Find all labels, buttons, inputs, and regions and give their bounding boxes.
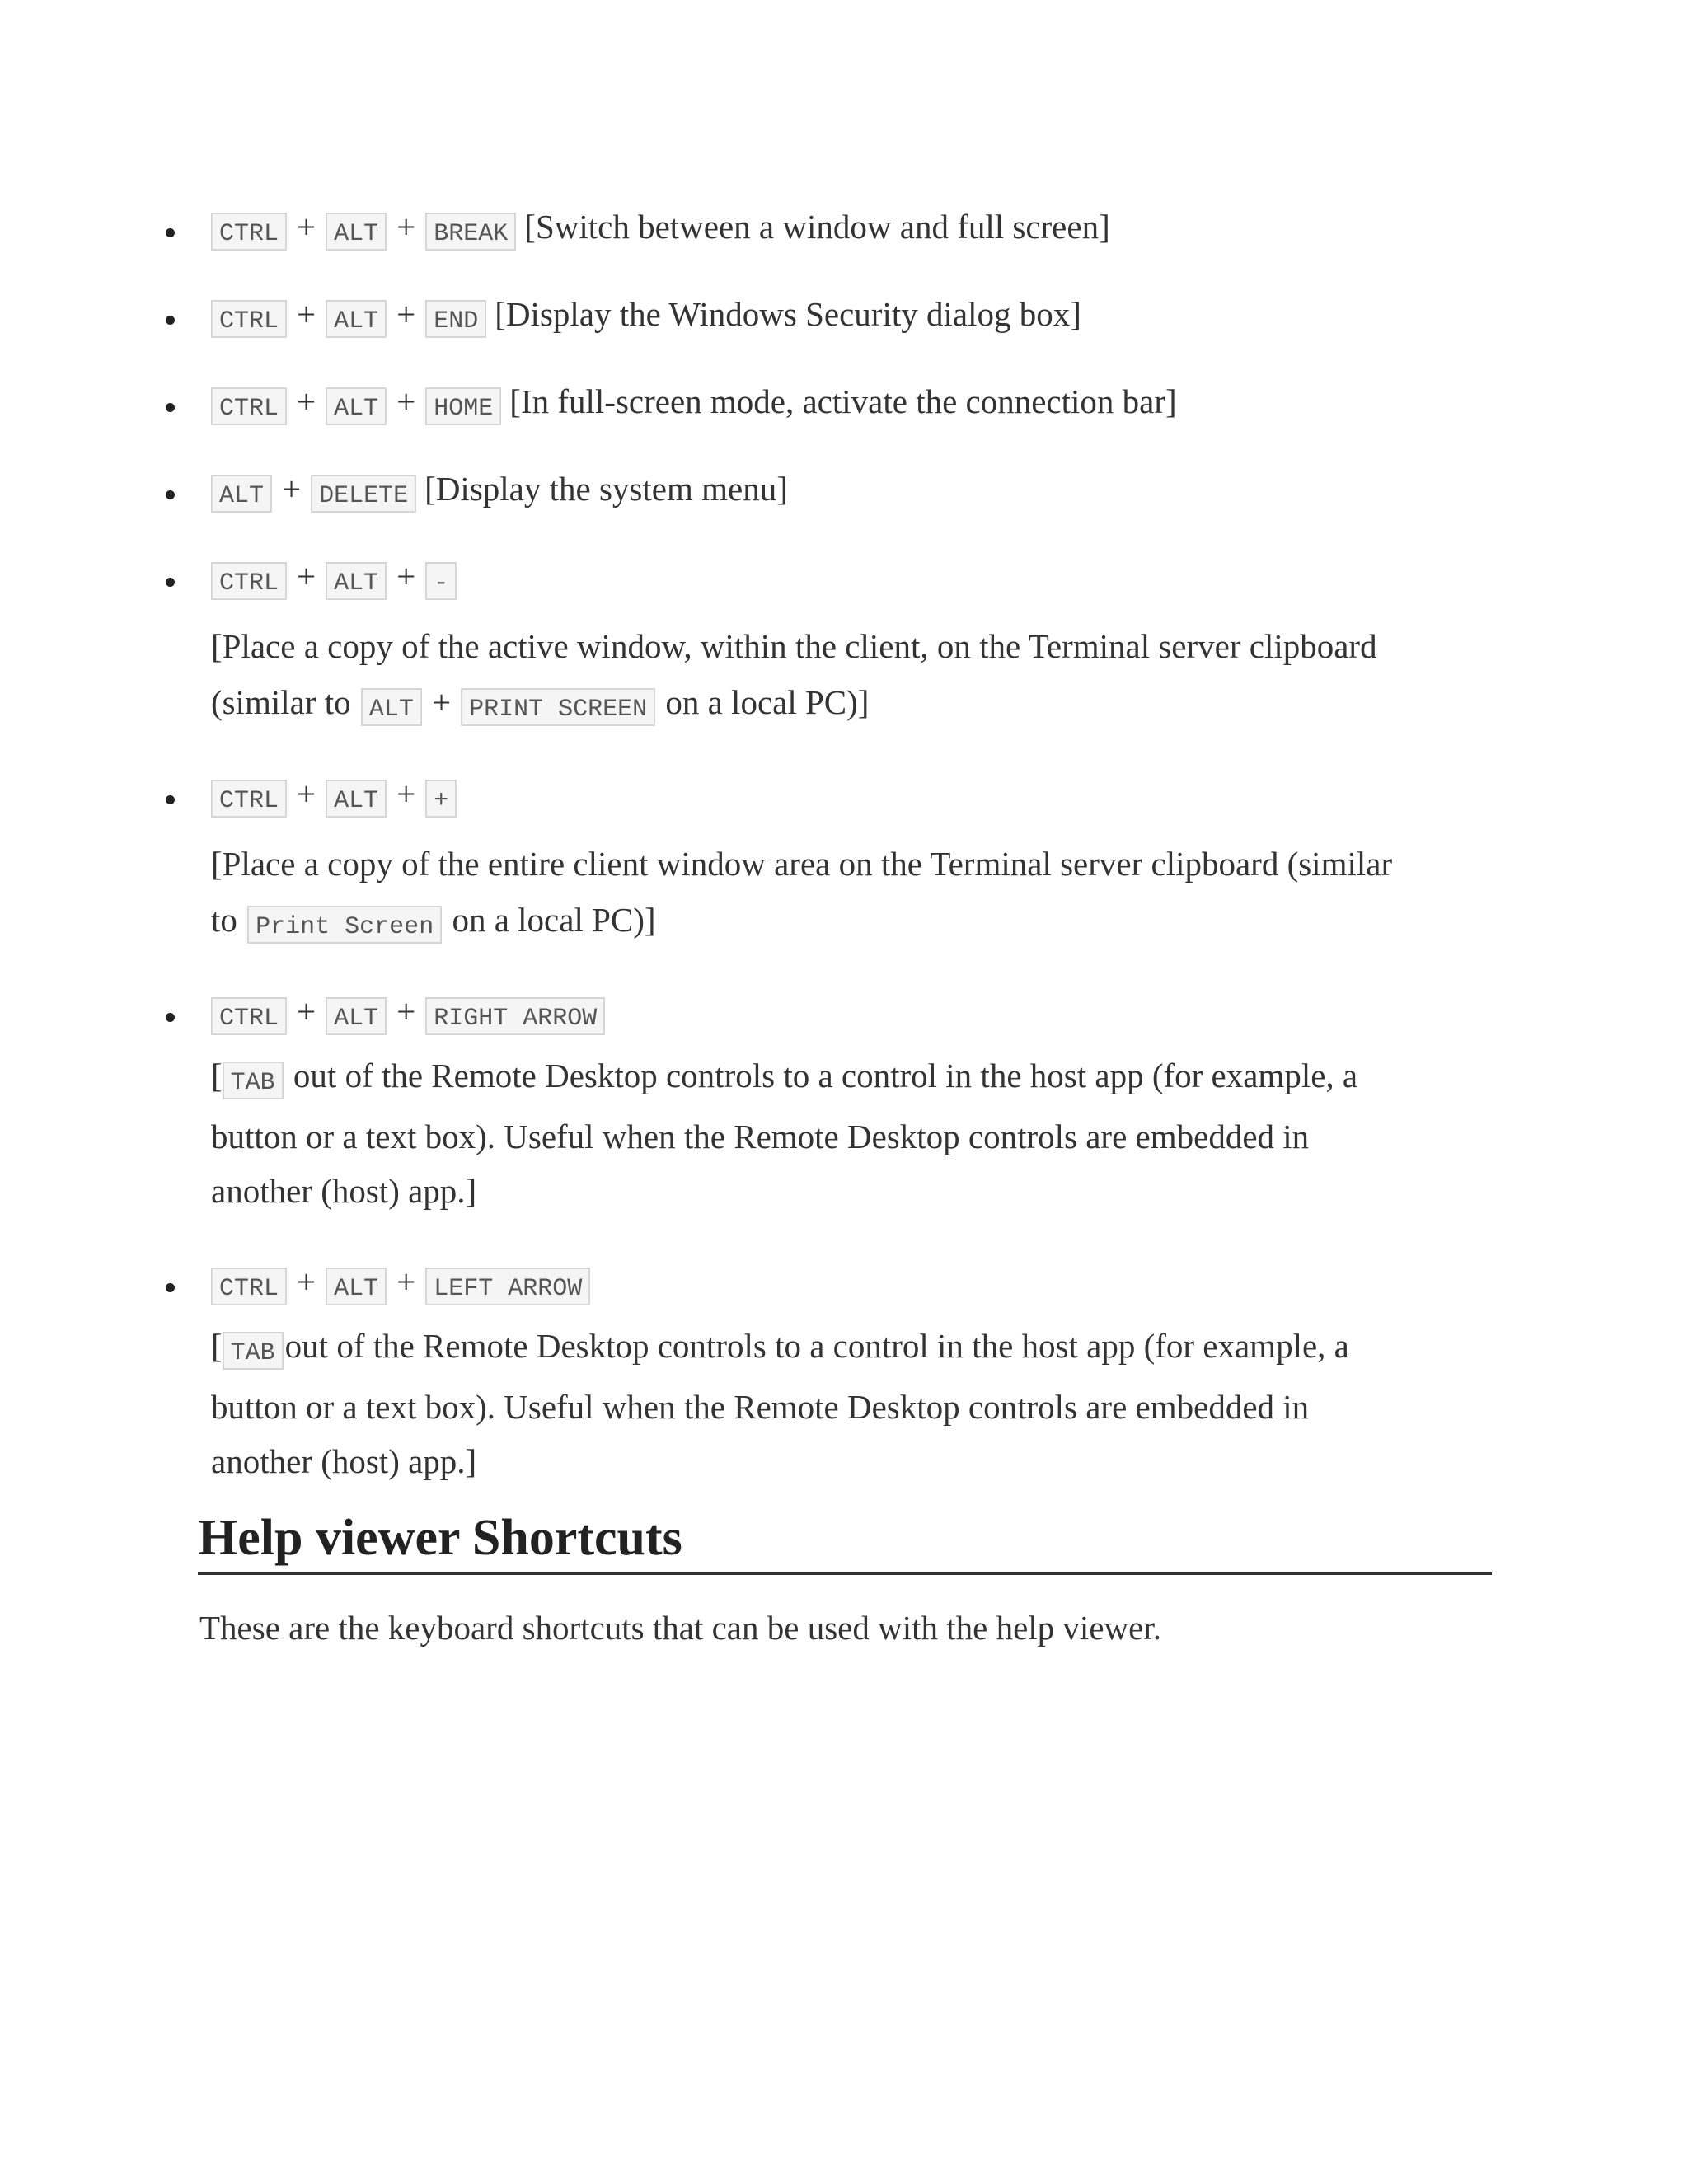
key-cap: - (425, 562, 457, 600)
key-cap: ALT (326, 562, 387, 600)
key-combination (211, 555, 1497, 600)
description-line: button or a text box). Useful when the Remote Desktop controls are embedded in (211, 1388, 1310, 1426)
description-text: to (211, 901, 237, 939)
plus-sign: + (297, 295, 316, 333)
plus-sign: + (297, 775, 316, 813)
description-text: out of the Remote Desktop controls to a control in the host app (for example, a (284, 1327, 1349, 1365)
description-line (211, 1312, 1497, 1380)
description-line (211, 892, 1497, 948)
description-line: another (host) app.] (211, 1442, 477, 1480)
description-line: [Place a copy of the entire client window area on the Terminal server clipboard (similar (211, 845, 1393, 883)
plus-sign: + (297, 1263, 316, 1301)
shortcut-description: [Display the Windows Security dialog box] (495, 295, 1081, 333)
shortcut-description (211, 1312, 1497, 1488)
key-cap: CTRL (211, 1268, 287, 1305)
shortcut-description (211, 1042, 1497, 1218)
key-combination (211, 1261, 1497, 1305)
key-cap: CTRL (211, 780, 287, 818)
description-text: out of the Remote Desktop controls to a control in the host app (for example, a (293, 1057, 1358, 1094)
list-item (211, 1261, 1497, 1488)
key-cap: HOME (425, 387, 501, 425)
key-cap: ALT (326, 997, 387, 1035)
key-cap: DELETE (311, 475, 416, 513)
description-line (211, 674, 1497, 730)
list-item (211, 381, 1497, 425)
key-cap: ALT (326, 387, 387, 425)
list-item (211, 555, 1497, 730)
description-line (211, 1042, 1497, 1109)
key-cap: ALT (326, 300, 387, 338)
plus-sign: + (297, 557, 316, 595)
description-text: on a local PC)] (665, 683, 870, 721)
key-cap: BREAK (425, 213, 516, 251)
key-cap: CTRL (211, 300, 287, 338)
key-cap: END (425, 300, 486, 338)
description-text: [ (211, 1057, 223, 1094)
list-item (211, 206, 1497, 251)
key-cap: CTRL (211, 562, 287, 600)
list-item (211, 991, 1497, 1218)
key-cap: CTRL (211, 213, 287, 251)
key-combination (211, 381, 1497, 425)
shortcut-description (211, 618, 1497, 730)
key-cap: RIGHT ARROW (425, 997, 605, 1035)
key-combination (211, 991, 1497, 1035)
key-cap: ALT (361, 688, 422, 726)
section-intro-text: These are the keyboard shortcuts that can be used with the help viewer. (199, 1609, 1161, 1647)
list-item (211, 293, 1497, 338)
key-cap: Print Screen (247, 906, 442, 944)
key-cap: TAB (223, 1062, 284, 1099)
plus-sign: + (431, 683, 452, 721)
plus-sign: + (297, 208, 316, 246)
plus-sign: + (396, 295, 416, 333)
key-cap: LEFT ARROW (425, 1268, 590, 1305)
description-line: another (host) app.] (211, 1172, 477, 1210)
plus-sign: + (297, 382, 316, 420)
description-line: [Place a copy of the active window, within the client, on the Terminal server clipboard (211, 627, 1377, 665)
key-cap: + (425, 780, 457, 818)
shortcut-description: [In full-screen mode, activate the connection bar] (509, 382, 1177, 420)
plus-sign: + (396, 775, 416, 813)
shortcut-description (211, 836, 1497, 948)
list-item (211, 773, 1497, 948)
key-cap: CTRL (211, 997, 287, 1035)
key-cap: CTRL (211, 387, 287, 425)
section-heading: Help viewer Shortcuts (198, 1505, 1492, 1575)
description-text: on a local PC)] (452, 901, 656, 939)
key-combination (211, 773, 1497, 818)
remote-desktop-shortcut-list (211, 206, 1497, 1531)
description-text: [ (211, 1327, 223, 1365)
key-cap: ALT (211, 475, 272, 513)
key-combination (211, 206, 1497, 251)
key-cap: TAB (223, 1332, 284, 1370)
shortcut-description: [Switch between a window and full screen] (524, 208, 1110, 246)
list-item (211, 468, 1497, 513)
key-cap: ALT (326, 213, 387, 251)
shortcut-description: [Display the system menu] (424, 470, 788, 508)
key-combination (211, 468, 1497, 513)
plus-sign: + (297, 992, 316, 1030)
plus-sign: + (282, 470, 302, 508)
key-combination (211, 293, 1497, 338)
description-line: button or a text box). Useful when the Remote Desktop controls are embedded in (211, 1118, 1310, 1155)
plus-sign: + (396, 992, 416, 1030)
plus-sign: + (396, 1263, 416, 1301)
key-cap: ALT (326, 1268, 387, 1305)
plus-sign: + (396, 557, 416, 595)
plus-sign: + (396, 382, 416, 420)
plus-sign: + (396, 208, 416, 246)
key-cap: PRINT SCREEN (461, 688, 655, 726)
key-cap: ALT (326, 780, 387, 818)
description-text: (similar to (211, 683, 351, 721)
